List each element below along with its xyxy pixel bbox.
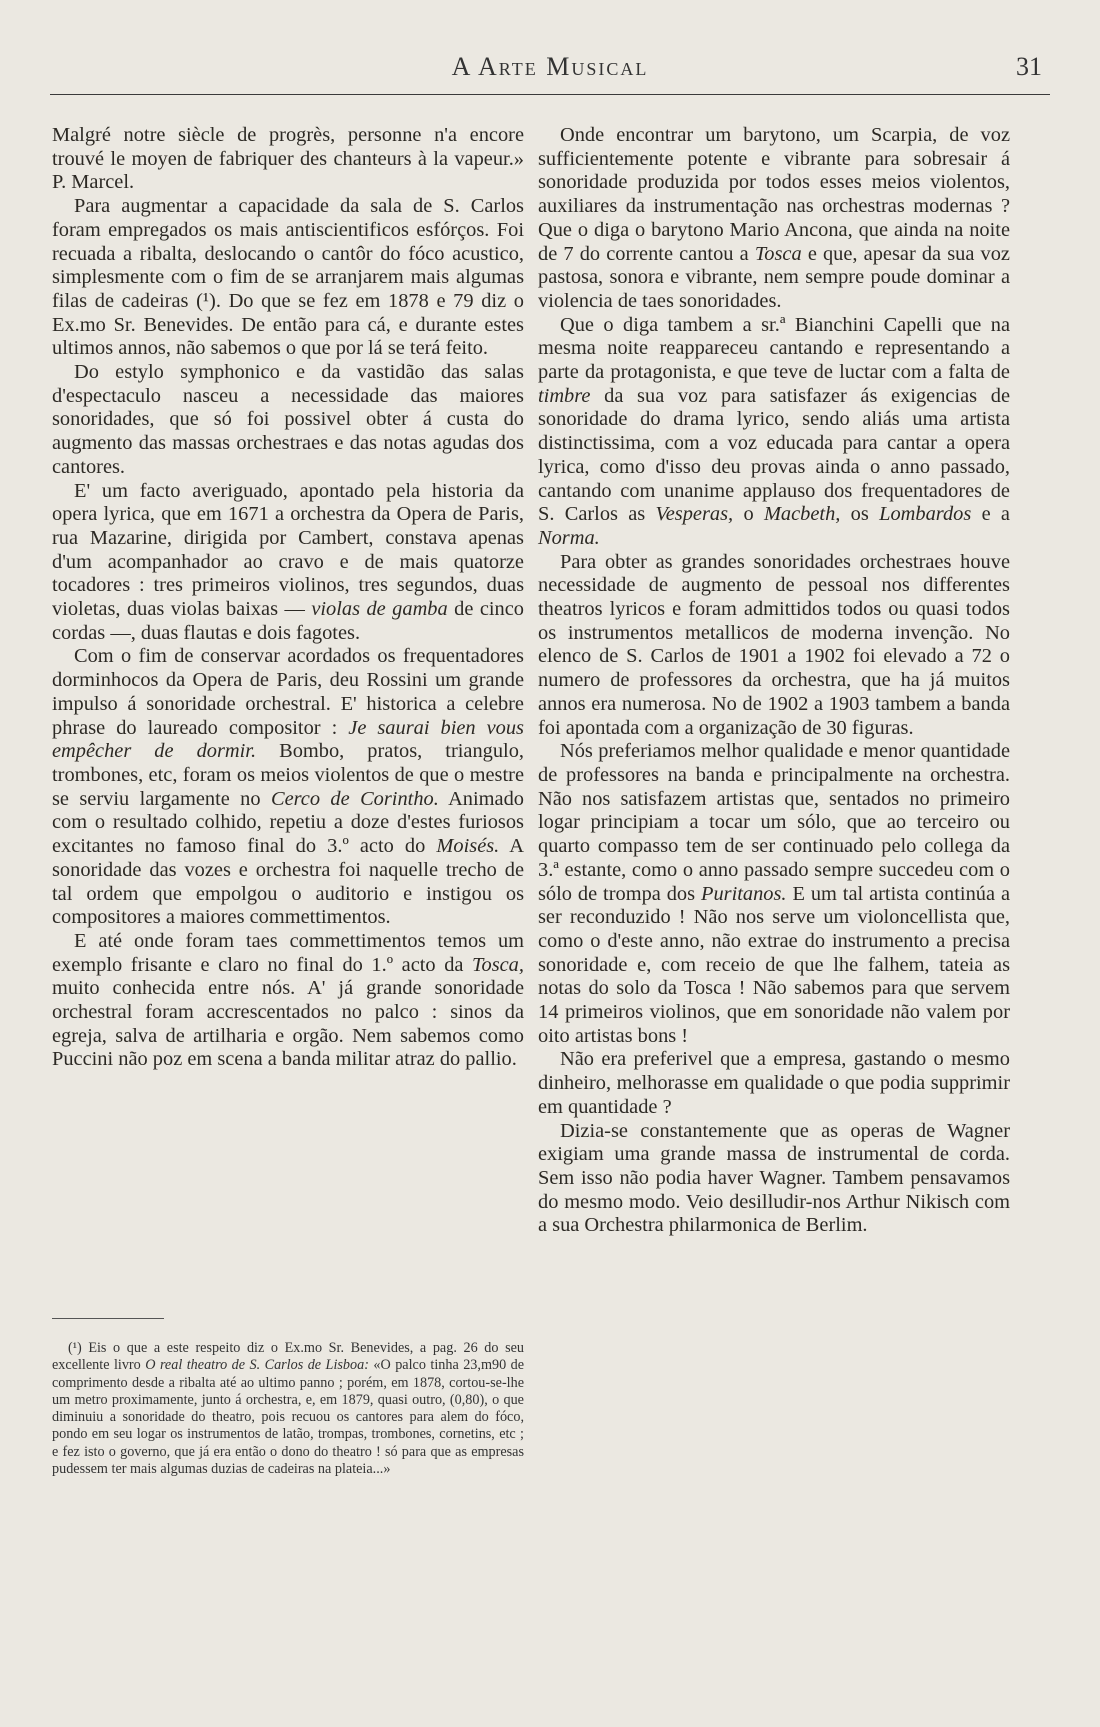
text-run: Animado com o resultado colhido, repetiu a doze d'estes furiosos excitantes no famoso final do 3.º acto do bbox=[52, 787, 524, 858]
paragraph bbox=[52, 645, 524, 929]
text-run: Nós preferiamos melhor qualidade e menor quantidade de professores na banda e principalmente na orchestra. Não nos satisfazem artistas que, sentados no primeiro logar principiam a tocar um sólo, que ao terceiro ou quarto compasso tem de ser continuado pelo collega da 3.ª estante, como o anno passado sempre succedeu com o sólo de trompa dos bbox=[538, 740, 1010, 905]
page-number: 31 bbox=[1016, 52, 1042, 81]
paragraph: Para obter as grandes sonoridades orchestraes houve necessidade de augmento de pessoal nos differentes theatros lyricos e foram admittidos todos ou quasi todos os instrumentos metallicos de moderna invenção. No elenco de S. Carlos de 1901 a 1902 foi elevado a 72 o numero de professores da orchestra, que ha já muitos annos era numerosa. No de 1902 a 1903 tambem a banda foi apontada com a organização de 30 figuras. bbox=[538, 550, 1010, 739]
text-run: (¹) Eis o que a este respeito diz o Ex.mo Sr. Benevides, a pag. 26 do seu excellente livro bbox=[52, 1340, 524, 1374]
paragraph-quote: Malgré notre siècle de progrès, personne n'a encore trouvé le moyen de fabriquer des chanteurs à la vapeur.» P. Marcel. bbox=[52, 124, 524, 194]
left-column bbox=[52, 124, 524, 1072]
paragraph: Dizia-se constantemente que as operas de Wagner exigiam uma grande massa de instrumental de corda. Sem isso não podia haver Wagner. Tambem pensavamos do mesmo modo. Veio desilludir-nos Arthur Nikisch com a sua Orchestra philarmonica de Berlim. bbox=[538, 1119, 1010, 1237]
page-header bbox=[50, 48, 1050, 98]
footnote bbox=[52, 1340, 524, 1478]
opera-title: Puritanos. bbox=[700, 882, 787, 905]
text-run: e a bbox=[981, 503, 1010, 526]
right-column bbox=[538, 124, 1010, 1238]
text-run: muito conhecida entre nós. A' já grande sonoridade orchestral foram accrescentados no palco : sinos da egreja, salva de artilharia e orgão. Nem sabemos como Puccini não poz em scena a banda militar atraz do pallio. bbox=[52, 977, 524, 1071]
text-run: Bombo, pratos, triangulo, trombones, etc, foram os meios violentos de que o mestre se serviu largamente no bbox=[52, 740, 524, 810]
text-run: E até onde foram taes commettimentos temos um exemplo frisante e claro no final do 1.º acto da bbox=[52, 929, 524, 976]
italic-quote: Je saurai bien vous empêcher de dormir. bbox=[52, 716, 524, 763]
text-run: Com o fim de conservar acordados os frequentadores dorminhocos da Opera de Paris, deu Rossini um grande impulso á sonoridade orchestral. E' historica a celebre phrase do laureado compositor : bbox=[52, 645, 524, 739]
paragraph bbox=[52, 480, 524, 646]
opera-title: Macbeth, bbox=[763, 503, 841, 526]
footnote-rule bbox=[52, 1318, 164, 1319]
opera-title: Vesperas, bbox=[655, 503, 734, 526]
text-run: E' um facto averiguado, apontado pela historia da opera lyrica, que em 1671 a orchestra da Opera de Paris, rua Mazarine, dirigida por Cambert, constava apenas d'um acompanhador ao cravo e de mais quatorze tocadores : tres primeiros violinos, tres segundos, duas violetas, duas violas baixas — bbox=[52, 479, 524, 621]
text-run: «O palco tinha 23,m90 de comprimento desde a ribalta até ao ultimo panno ; porém, em 1878, cortou-se-lhe um metro proximamente, junto á orchestra, e, em 1879, quasi outro, (0,80), o que diminuiu a sonoridade do theatro, pois recuou os cantores para alem do fóco, pondo em seu logar os instrumentos de latão, trompas, trombones, cornetins, etc ; e fez isto o governo, que já era então o dono do theatro ! só para que as empresas pudessem ter mais algumas duzias de cadeiras na plateia...» bbox=[52, 1357, 525, 1478]
opera-title: Tosca, bbox=[472, 953, 524, 976]
paragraph: Para augmentar a capacidade da sala de S. Carlos foram empregados os mais antiscientificos esfórços. Foi recuada a ribalta, deslocando o cantôr do fóco acustico, simplesmente com o fim de se arranjarem mais algumas filas de cadeiras (¹). Do que se fez em 1878 e 79 diz o Ex.mo Sr. Benevides. De então para cá, e durante estes ultimos annos, não sabemos o que por lá se terá feito. bbox=[52, 195, 524, 360]
italic-term: timbre bbox=[538, 384, 591, 407]
text-run: o bbox=[743, 503, 754, 526]
text-run: Onde encontrar um barytono, um Scarpia, de voz sufficientemente potente e vibrante para sobresair á sonoridade produzida por todos esses meios violentos, auxiliares da instrumentação nas orchestras modernas ? Que o diga o barytono Mario Ancona, que ainda na noite de 7 do corrente cantou a bbox=[538, 124, 1010, 265]
text-run: e que, apesar da sua voz pastosa, sonora e vibrante, nem sempre poude dominar a violencia de taes sonoridades. bbox=[538, 242, 1010, 312]
text-run: os bbox=[850, 503, 869, 526]
paragraph bbox=[538, 314, 1010, 551]
text-run: E um tal artista continúa a ser reconduzido ! Não nos serve um violoncellista que, como o d'este anno, não extrae do instrumento a precisa sonoridade e, com receio de que lhe falhem, tateia as notas do solo da Tosca ! Não sabemos para que servem 14 primeiros violinos, que em sonoridade não valem por oito artistas bons ! bbox=[538, 882, 1010, 1047]
text-run: A sonoridade das vozes e orchestra foi naquelle trecho de tal ordem que empolgou o auditorio e instigou os compositores a maiores commettimentos. bbox=[52, 835, 524, 929]
opera-title: Tosca bbox=[754, 242, 802, 265]
paragraph bbox=[538, 124, 1010, 314]
paragraph bbox=[538, 740, 1010, 1048]
running-title: A Arte Musical bbox=[451, 52, 649, 81]
paragraph: Não era preferivel que a empresa, gastando o mesmo dinheiro, melhorasse em qualidade o que podia supprimir em quantidade ? bbox=[538, 1048, 1010, 1118]
paragraph: Do estylo symphonico e da vastidão das salas d'espectaculo nasceu a necessidade das maiores sonoridades, que só foi possivel obter á custa do augmento das massas orchestraes e das notas agudas dos cantores. bbox=[52, 361, 524, 478]
paragraph bbox=[52, 930, 524, 1072]
opera-title: Cerco de Corintho. bbox=[270, 787, 439, 810]
header-rule bbox=[50, 94, 1050, 95]
text-run: Que o diga tambem a sr.ª Bianchini Capelli que na mesma noite reappareceu cantando e representando a parte da protagonista, e que teve de luctar com a falta de bbox=[538, 313, 1010, 384]
opera-title: Norma. bbox=[538, 526, 600, 549]
footnote-text bbox=[52, 1340, 524, 1478]
opera-title: Lombardos bbox=[879, 503, 972, 526]
italic-term: violas de gamba bbox=[311, 598, 448, 621]
opera-title: Moisés. bbox=[436, 835, 500, 858]
text-run: da sua voz para satisfazer ás exigencias de sonoridade do drama lyrico, sendo aliás uma artista distinctissima, com a voz educada para cantar a opera lyrica, como d'isso deu provas ainda o anno passado, cantando com unanime applauso dos frequentadores de S. Carlos as bbox=[538, 384, 1010, 526]
book-title: O real theatro de S. Carlos de Lisboa: bbox=[145, 1357, 369, 1374]
text-run: de cinco cordas —, duas flautas e dois fagotes. bbox=[52, 598, 524, 644]
